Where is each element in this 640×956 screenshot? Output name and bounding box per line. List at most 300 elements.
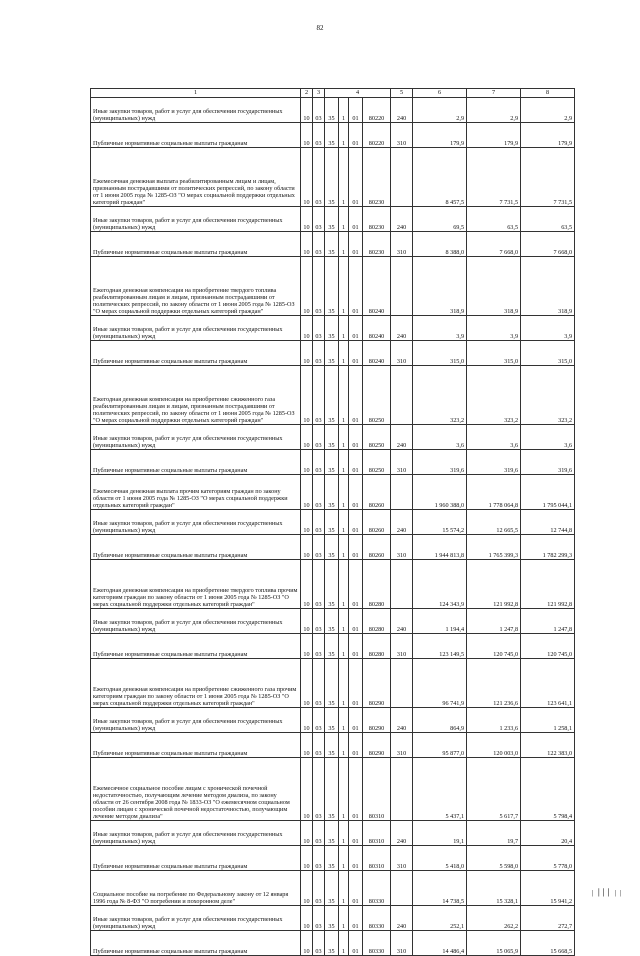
- row-value-col6: 315,0: [413, 341, 467, 366]
- row-code-main-activity: 01: [349, 609, 363, 634]
- row-value-col6: 95 877,0: [413, 733, 467, 758]
- row-name: Публичные нормативные социальные выплаты гражданам: [91, 123, 301, 148]
- row-value-col7: 1 233,6: [467, 708, 521, 733]
- table-row: [91, 148, 575, 207]
- row-subsection: 03: [313, 708, 325, 733]
- row-code-program: 35: [325, 535, 339, 560]
- row-section: 10: [301, 316, 313, 341]
- row-subsection: 03: [313, 475, 325, 510]
- row-expense-type: 240: [391, 207, 413, 232]
- row-value-col8: 121 992,8: [521, 560, 575, 609]
- row-name: Иные закупки товаров, работ и услуг для обеспечения государственных (муниципальных) нужд: [91, 316, 301, 341]
- row-name: Публичные нормативные социальные выплаты гражданам: [91, 733, 301, 758]
- row-code-program: 35: [325, 232, 339, 257]
- row-value-col6: 8 457,5: [413, 148, 467, 207]
- row-code-main-activity: 01: [349, 366, 363, 425]
- row-name: Публичные нормативные социальные выплаты гражданам: [91, 931, 301, 956]
- row-value-col8: 1 247,8: [521, 609, 575, 634]
- row-value-col6: 5 437,1: [413, 758, 467, 821]
- row-subsection: 03: [313, 846, 325, 871]
- row-section: 10: [301, 733, 313, 758]
- row-code-subprogram: 1: [339, 708, 349, 733]
- row-code-main-activity: 01: [349, 733, 363, 758]
- row-value-col7: 1 247,8: [467, 609, 521, 634]
- row-code-subprogram: 1: [339, 535, 349, 560]
- row-code-main-activity: 01: [349, 450, 363, 475]
- row-expense-type: [391, 475, 413, 510]
- row-code-program: 35: [325, 510, 339, 535]
- row-code-subprogram: 1: [339, 366, 349, 425]
- row-subsection: 03: [313, 98, 325, 123]
- row-name: Публичные нормативные социальные выплаты гражданам: [91, 450, 301, 475]
- row-code-direction: 80280: [363, 560, 391, 609]
- row-subsection: 03: [313, 257, 325, 316]
- row-expense-type: [391, 148, 413, 207]
- row-expense-type: 240: [391, 609, 413, 634]
- row-expense-type: 310: [391, 846, 413, 871]
- row-code-direction: 80250: [363, 425, 391, 450]
- row-value-col7: 63,5: [467, 207, 521, 232]
- row-code-main-activity: 01: [349, 510, 363, 535]
- row-value-col7: 5 598,0: [467, 846, 521, 871]
- row-code-subprogram: 1: [339, 341, 349, 366]
- row-value-col6: 5 418,0: [413, 846, 467, 871]
- row-value-col6: 1 194,4: [413, 609, 467, 634]
- row-code-main-activity: 01: [349, 232, 363, 257]
- header-col-7: 7: [467, 89, 521, 98]
- header-col-2: 2: [301, 89, 313, 98]
- row-code-main-activity: 01: [349, 871, 363, 906]
- row-code-main-activity: 01: [349, 535, 363, 560]
- row-name: Ежегодная денежная компенсация на приобретение сжиженного газа прочим категориям граждан по закону области от 1 июня 2005 года № 1285-ОЗ "О мерах социальной поддержки отдельных категорий граждан": [91, 659, 301, 708]
- row-value-col7: 1 778 064,8: [467, 475, 521, 510]
- row-value-col7: 318,9: [467, 257, 521, 316]
- row-value-col7: 3,9: [467, 316, 521, 341]
- table-row: [91, 758, 575, 821]
- row-name: Ежемесячная денежная выплата прочим категориям граждан по закону области от 1 июня 2005 года № 1285-ОЗ "О мерах социальной поддержки отдельных категорий граждан": [91, 475, 301, 510]
- row-value-col6: 15 574,2: [413, 510, 467, 535]
- row-value-col6: 14 486,4: [413, 931, 467, 956]
- table-row: [91, 609, 575, 634]
- row-value-col8: 1 782 299,3: [521, 535, 575, 560]
- row-code-program: 35: [325, 931, 339, 956]
- table-row: [91, 535, 575, 560]
- row-code-program: 35: [325, 257, 339, 316]
- table-row: [91, 560, 575, 609]
- row-value-col7: 179,9: [467, 123, 521, 148]
- row-section: 10: [301, 207, 313, 232]
- row-value-col8: 1 258,1: [521, 708, 575, 733]
- row-value-col8: 15 668,5: [521, 931, 575, 956]
- row-code-program: 35: [325, 98, 339, 123]
- row-code-program: 35: [325, 148, 339, 207]
- row-code-main-activity: 01: [349, 560, 363, 609]
- row-code-direction: 80260: [363, 475, 391, 510]
- row-value-col8: 12 744,8: [521, 510, 575, 535]
- row-expense-type: 310: [391, 634, 413, 659]
- table-row: [91, 906, 575, 931]
- row-code-subprogram: 1: [339, 758, 349, 821]
- row-code-program: 35: [325, 475, 339, 510]
- row-expense-type: [391, 659, 413, 708]
- row-code-direction: 80230: [363, 207, 391, 232]
- row-code-subprogram: 1: [339, 475, 349, 510]
- row-section: 10: [301, 821, 313, 846]
- row-section: 10: [301, 257, 313, 316]
- header-col-5: 5: [391, 89, 413, 98]
- row-code-direction: 80290: [363, 659, 391, 708]
- row-name: Ежегодная денежная компенсация на приобретение твердого топлива реабилитированным лицам и лицам, признанным пострадавшими от политических репрессий, по закону области от 1 июня 2005 года № 1285-ОЗ "О мерах социальной поддержки отдельных категорий граждан": [91, 257, 301, 316]
- table-row: [91, 316, 575, 341]
- row-value-col6: 69,5: [413, 207, 467, 232]
- row-code-subprogram: 1: [339, 148, 349, 207]
- row-code-direction: 80220: [363, 123, 391, 148]
- row-code-main-activity: 01: [349, 821, 363, 846]
- row-value-col6: 1 944 813,8: [413, 535, 467, 560]
- row-expense-type: 240: [391, 425, 413, 450]
- row-section: 10: [301, 425, 313, 450]
- row-name: Социальное пособие на погребение по Федеральному закону от 12 января 1996 года № 8-ФЗ "О погребении и похоронном деле": [91, 871, 301, 906]
- row-value-col7: 319,6: [467, 450, 521, 475]
- row-value-col8: 3,6: [521, 425, 575, 450]
- row-expense-type: 310: [391, 450, 413, 475]
- row-code-program: 35: [325, 634, 339, 659]
- header-col-3: 3: [313, 89, 325, 98]
- row-expense-type: 240: [391, 821, 413, 846]
- row-value-col8: 7 668,0: [521, 232, 575, 257]
- row-code-subprogram: 1: [339, 207, 349, 232]
- footer-mark: | ׀׀׀ | |: [591, 889, 622, 897]
- row-value-col8: 5 778,0: [521, 846, 575, 871]
- row-value-col6: 2,9: [413, 98, 467, 123]
- row-section: 10: [301, 758, 313, 821]
- row-subsection: 03: [313, 148, 325, 207]
- row-name: Иные закупки товаров, работ и услуг для обеспечения государственных (муниципальных) нужд: [91, 98, 301, 123]
- row-subsection: 03: [313, 821, 325, 846]
- header-col-4: 4: [325, 89, 391, 98]
- row-code-main-activity: 01: [349, 758, 363, 821]
- row-code-direction: 80310: [363, 846, 391, 871]
- row-code-subprogram: 1: [339, 232, 349, 257]
- row-code-subprogram: 1: [339, 510, 349, 535]
- row-value-col6: 179,9: [413, 123, 467, 148]
- row-code-main-activity: 01: [349, 708, 363, 733]
- row-section: 10: [301, 535, 313, 560]
- row-code-subprogram: 1: [339, 906, 349, 931]
- header-row: [91, 89, 575, 98]
- row-value-col6: 319,6: [413, 450, 467, 475]
- row-value-col6: 864,9: [413, 708, 467, 733]
- row-value-col7: 19,7: [467, 821, 521, 846]
- row-value-col6: 3,9: [413, 316, 467, 341]
- row-code-program: 35: [325, 316, 339, 341]
- row-subsection: 03: [313, 931, 325, 956]
- table-row: [91, 123, 575, 148]
- header-col-6: 6: [413, 89, 467, 98]
- row-expense-type: 240: [391, 906, 413, 931]
- row-name: Публичные нормативные социальные выплаты гражданам: [91, 846, 301, 871]
- row-subsection: 03: [313, 609, 325, 634]
- budget-table: [90, 88, 575, 956]
- row-subsection: 03: [313, 758, 325, 821]
- row-value-col8: 5 798,4: [521, 758, 575, 821]
- row-name: Ежегодная денежная компенсация на приобретение твердого топлива прочим категориям граждан по закону области от 1 июня 2005 года № 1285-ОЗ "О мерах социальной поддержки отдельных категорий граждан": [91, 560, 301, 609]
- row-subsection: 03: [313, 207, 325, 232]
- row-code-direction: 80290: [363, 708, 391, 733]
- row-code-subprogram: 1: [339, 659, 349, 708]
- row-value-col8: 315,0: [521, 341, 575, 366]
- row-code-program: 35: [325, 708, 339, 733]
- table-row: [91, 708, 575, 733]
- row-subsection: 03: [313, 906, 325, 931]
- row-section: 10: [301, 475, 313, 510]
- row-value-col7: 121 236,6: [467, 659, 521, 708]
- row-section: 10: [301, 659, 313, 708]
- row-value-col6: 323,2: [413, 366, 467, 425]
- row-code-subprogram: 1: [339, 846, 349, 871]
- row-code-direction: 80240: [363, 341, 391, 366]
- row-code-main-activity: 01: [349, 98, 363, 123]
- row-code-direction: 80330: [363, 871, 391, 906]
- row-value-col7: 7 668,0: [467, 232, 521, 257]
- row-code-direction: 80310: [363, 821, 391, 846]
- row-code-main-activity: 01: [349, 148, 363, 207]
- row-value-col8: 179,9: [521, 123, 575, 148]
- row-code-main-activity: 01: [349, 906, 363, 931]
- row-code-subprogram: 1: [339, 871, 349, 906]
- row-subsection: 03: [313, 450, 325, 475]
- row-value-col6: 3,6: [413, 425, 467, 450]
- row-value-col7: 15 065,9: [467, 931, 521, 956]
- row-expense-type: [391, 758, 413, 821]
- row-value-col6: 1 960 388,0: [413, 475, 467, 510]
- row-subsection: 03: [313, 659, 325, 708]
- row-subsection: 03: [313, 535, 325, 560]
- row-expense-type: [391, 257, 413, 316]
- row-code-direction: 80260: [363, 510, 391, 535]
- budget-table-container: [90, 88, 574, 956]
- row-code-main-activity: 01: [349, 341, 363, 366]
- row-expense-type: 310: [391, 341, 413, 366]
- row-section: 10: [301, 232, 313, 257]
- row-value-col7: 12 665,5: [467, 510, 521, 535]
- row-value-col8: 323,2: [521, 366, 575, 425]
- row-code-main-activity: 01: [349, 316, 363, 341]
- table-row: [91, 98, 575, 123]
- row-value-col6: 96 741,9: [413, 659, 467, 708]
- row-code-program: 35: [325, 207, 339, 232]
- row-code-main-activity: 01: [349, 931, 363, 956]
- row-expense-type: 240: [391, 510, 413, 535]
- row-code-subprogram: 1: [339, 733, 349, 758]
- row-code-program: 35: [325, 758, 339, 821]
- row-code-subprogram: 1: [339, 123, 349, 148]
- row-value-col7: 5 617,7: [467, 758, 521, 821]
- row-expense-type: 310: [391, 232, 413, 257]
- row-code-program: 35: [325, 659, 339, 708]
- row-section: 10: [301, 450, 313, 475]
- row-expense-type: 310: [391, 733, 413, 758]
- row-expense-type: 310: [391, 535, 413, 560]
- row-code-direction: 80230: [363, 232, 391, 257]
- row-value-col7: 120 003,0: [467, 733, 521, 758]
- row-value-col6: 14 738,5: [413, 871, 467, 906]
- row-code-program: 35: [325, 821, 339, 846]
- row-name: Иные закупки товаров, работ и услуг для обеспечения государственных (муниципальных) нужд: [91, 821, 301, 846]
- row-subsection: 03: [313, 366, 325, 425]
- row-code-program: 35: [325, 366, 339, 425]
- row-code-direction: 80310: [363, 758, 391, 821]
- table-row: [91, 232, 575, 257]
- table-row: [91, 510, 575, 535]
- row-code-subprogram: 1: [339, 316, 349, 341]
- row-section: 10: [301, 98, 313, 123]
- row-section: 10: [301, 871, 313, 906]
- row-expense-type: [391, 871, 413, 906]
- row-code-direction: 80240: [363, 316, 391, 341]
- row-value-col8: 3,9: [521, 316, 575, 341]
- row-code-direction: 80330: [363, 931, 391, 956]
- row-value-col8: 1 795 044,1: [521, 475, 575, 510]
- row-name: Ежегодная денежная компенсация на приобретение сжиженного газа реабилитированным лицам и лицам, признанным пострадавшими от политических репрессий, по закону области от 1 июня 2005 года № 1285-ОЗ "О мерах социальной поддержки отдельных категорий граждан": [91, 366, 301, 425]
- row-value-col7: 15 328,1: [467, 871, 521, 906]
- header-col-1: 1: [91, 89, 301, 98]
- row-code-program: 35: [325, 560, 339, 609]
- row-value-col8: 319,6: [521, 450, 575, 475]
- row-expense-type: 240: [391, 708, 413, 733]
- row-code-program: 35: [325, 846, 339, 871]
- row-code-subprogram: 1: [339, 634, 349, 659]
- row-section: 10: [301, 123, 313, 148]
- row-code-subprogram: 1: [339, 821, 349, 846]
- row-expense-type: 240: [391, 316, 413, 341]
- row-code-direction: 80220: [363, 98, 391, 123]
- row-expense-type: [391, 366, 413, 425]
- row-value-col6: 252,1: [413, 906, 467, 931]
- row-value-col8: 20,4: [521, 821, 575, 846]
- row-code-main-activity: 01: [349, 846, 363, 871]
- row-value-col7: 120 745,0: [467, 634, 521, 659]
- row-value-col6: 8 388,0: [413, 232, 467, 257]
- page-number: 82: [316, 24, 324, 32]
- row-code-program: 35: [325, 609, 339, 634]
- table-row: [91, 871, 575, 906]
- header-col-8: 8: [521, 89, 575, 98]
- row-value-col7: 121 992,8: [467, 560, 521, 609]
- row-section: 10: [301, 906, 313, 931]
- row-subsection: 03: [313, 316, 325, 341]
- row-code-direction: 80280: [363, 634, 391, 659]
- row-name: Иные закупки товаров, работ и услуг для обеспечения государственных (муниципальных) нужд: [91, 906, 301, 931]
- row-code-subprogram: 1: [339, 609, 349, 634]
- row-code-direction: 80250: [363, 366, 391, 425]
- row-code-subprogram: 1: [339, 560, 349, 609]
- table-row: [91, 257, 575, 316]
- row-subsection: 03: [313, 510, 325, 535]
- row-subsection: 03: [313, 425, 325, 450]
- row-code-subprogram: 1: [339, 257, 349, 316]
- table-body: [91, 98, 575, 956]
- row-name: Иные закупки товаров, работ и услуг для обеспечения государственных (муниципальных) нужд: [91, 207, 301, 232]
- row-code-program: 35: [325, 871, 339, 906]
- row-value-col7: 3,6: [467, 425, 521, 450]
- row-subsection: 03: [313, 341, 325, 366]
- table-row: [91, 821, 575, 846]
- row-value-col8: 2,9: [521, 98, 575, 123]
- row-code-subprogram: 1: [339, 931, 349, 956]
- row-subsection: 03: [313, 634, 325, 659]
- row-subsection: 03: [313, 232, 325, 257]
- row-code-direction: 80250: [363, 450, 391, 475]
- row-name: Публичные нормативные социальные выплаты гражданам: [91, 634, 301, 659]
- row-code-program: 35: [325, 425, 339, 450]
- row-value-col8: 318,9: [521, 257, 575, 316]
- row-code-subprogram: 1: [339, 450, 349, 475]
- row-code-main-activity: 01: [349, 207, 363, 232]
- row-section: 10: [301, 931, 313, 956]
- row-code-main-activity: 01: [349, 634, 363, 659]
- row-subsection: 03: [313, 733, 325, 758]
- row-section: 10: [301, 609, 313, 634]
- row-name: Ежемесячное социальное пособие лицам с хронической почечной недостаточностью, получающим лечение методом диализа, по закону области от 26 сентября 2008 года № 1833-ОЗ "О ежемесячном социальном пособии лицам с хронической почечной недостаточностью, получающим лечение методом диализа": [91, 758, 301, 821]
- table-row: [91, 366, 575, 425]
- row-expense-type: 310: [391, 123, 413, 148]
- row-value-col7: 323,2: [467, 366, 521, 425]
- table-row: [91, 846, 575, 871]
- row-code-subprogram: 1: [339, 98, 349, 123]
- row-expense-type: 310: [391, 931, 413, 956]
- row-value-col8: 272,7: [521, 906, 575, 931]
- row-code-main-activity: 01: [349, 475, 363, 510]
- table-row: [91, 659, 575, 708]
- row-code-direction: 80260: [363, 535, 391, 560]
- row-code-direction: 80230: [363, 148, 391, 207]
- row-subsection: 03: [313, 871, 325, 906]
- row-code-program: 35: [325, 450, 339, 475]
- row-value-col8: 7 731,5: [521, 148, 575, 207]
- row-name: Иные закупки товаров, работ и услуг для обеспечения государственных (муниципальных) нужд: [91, 510, 301, 535]
- row-section: 10: [301, 366, 313, 425]
- row-code-subprogram: 1: [339, 425, 349, 450]
- table-row: [91, 425, 575, 450]
- row-name: Иные закупки товаров, работ и услуг для обеспечения государственных (муниципальных) нужд: [91, 708, 301, 733]
- row-name: Иные закупки товаров, работ и услуг для обеспечения государственных (муниципальных) нужд: [91, 425, 301, 450]
- row-value-col8: 122 383,0: [521, 733, 575, 758]
- row-code-direction: 80280: [363, 609, 391, 634]
- row-value-col7: 2,9: [467, 98, 521, 123]
- table-row: [91, 634, 575, 659]
- row-value-col8: 123 641,1: [521, 659, 575, 708]
- row-name: Публичные нормативные социальные выплаты гражданам: [91, 232, 301, 257]
- row-section: 10: [301, 148, 313, 207]
- row-value-col7: 7 731,5: [467, 148, 521, 207]
- row-subsection: 03: [313, 123, 325, 148]
- table-row: [91, 450, 575, 475]
- row-section: 10: [301, 341, 313, 366]
- row-code-main-activity: 01: [349, 425, 363, 450]
- row-value-col6: 123 149,5: [413, 634, 467, 659]
- row-name: Публичные нормативные социальные выплаты гражданам: [91, 535, 301, 560]
- row-code-program: 35: [325, 123, 339, 148]
- row-code-program: 35: [325, 341, 339, 366]
- table-row: [91, 341, 575, 366]
- row-name: Иные закупки товаров, работ и услуг для обеспечения государственных (муниципальных) нужд: [91, 609, 301, 634]
- row-code-program: 35: [325, 733, 339, 758]
- row-section: 10: [301, 510, 313, 535]
- row-value-col6: 318,9: [413, 257, 467, 316]
- row-value-col8: 15 941,2: [521, 871, 575, 906]
- row-section: 10: [301, 634, 313, 659]
